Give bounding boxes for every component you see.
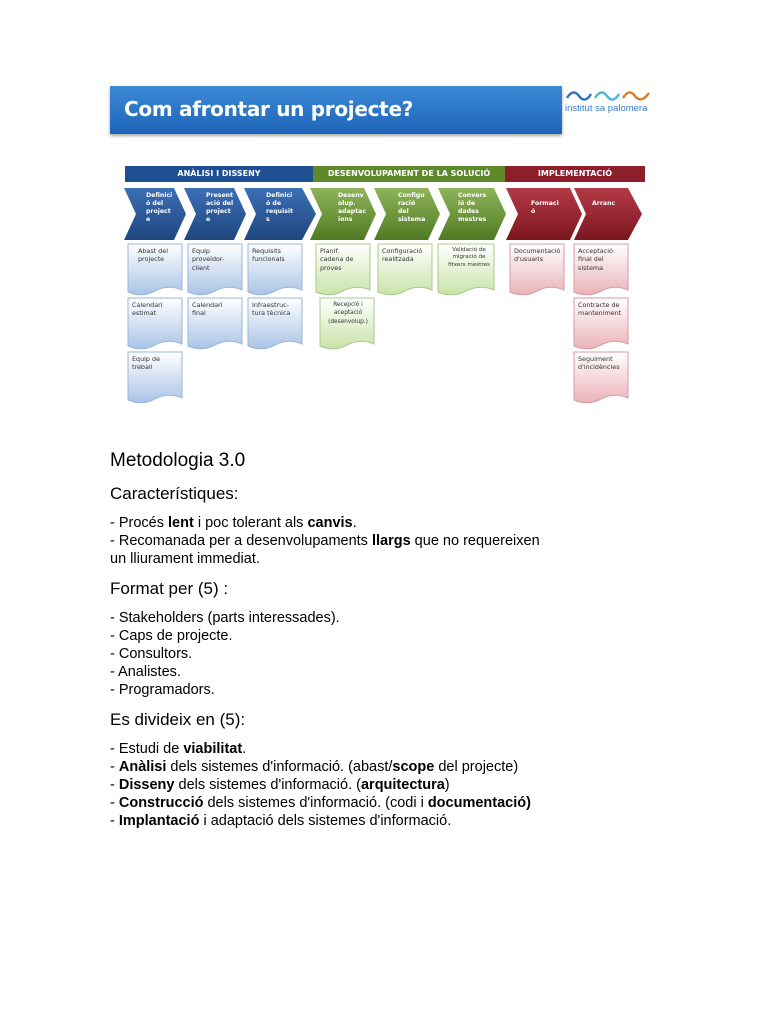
characteristics-line: un lliurament immediat. (110, 551, 260, 567)
chevron-label: Configu ració del sistema (398, 192, 426, 223)
chevron-label: Formaci ó (531, 200, 559, 215)
format-item: - Caps de projecte. (110, 628, 233, 644)
diagram-graphics (124, 164, 646, 410)
chevron-label: Definici ó del project e (146, 192, 173, 223)
format-item: - Analistes. (110, 664, 181, 680)
format-heading: Format per (5) : (110, 579, 229, 598)
format-item: - Stakeholders (parts interessades). (110, 610, 340, 626)
format-item: - Consultors. (110, 646, 193, 662)
divides-item: - Anàlisi dels sistemes d'informació. (abast/scope del projecte) (110, 759, 519, 775)
institut-logo (565, 84, 655, 120)
characteristics-line: - Procés lent i poc tolerant als canvis. (110, 515, 357, 531)
phase-development-label: DESENVOLUPAMENT DE LA SOLUCIÓ (327, 169, 491, 178)
doc-label: Calendari final (192, 301, 223, 318)
doc-label: Equip proveïdor-client (192, 247, 225, 272)
banner-title: Com afrontar un projecte? (124, 97, 414, 121)
chevron-label: Desenv olup. adaptac ions (338, 192, 367, 223)
logo-text: institut sa palomera (565, 103, 648, 114)
phase-analysis-label: ANÀLISI I DISSENY (177, 169, 261, 178)
doc-label: Seguiment d'incidències (578, 355, 620, 372)
doc-label: Requisits funcionals (252, 247, 285, 264)
doc-label: Recepció i aceptació (desenvolup.) (328, 302, 368, 325)
characteristics-heading: Característiques: (110, 484, 239, 503)
chevron-label: Present ació del project e (206, 192, 234, 223)
divides-item: - Estudi de viabilitat. (110, 741, 247, 757)
phase-implementation-label: IMPLEMENTACIÓ (537, 169, 613, 178)
divides-item: - Implantació i adaptació dels sistemes d'informació. (110, 813, 452, 829)
doc-label: Documentació d'usuaris (514, 247, 561, 264)
doc-label: Validació de migració de fitxers mestres (448, 247, 490, 268)
chevron-label: Convers ió de dades mestres (458, 192, 487, 223)
title-banner (110, 86, 562, 134)
doc-label: Equip de treball (132, 355, 160, 372)
doc-label: Planif. cadena de proves (320, 247, 354, 272)
format-item: - Programadors. (110, 682, 215, 698)
project-phases-diagram (124, 164, 646, 410)
doc-label: Infraestruc-tura tècnica (252, 301, 291, 318)
doc-label: Acceptació final del sistema (578, 247, 613, 272)
section-title: Metodologia 3.0 (110, 450, 246, 471)
wave-logo-icon (565, 84, 655, 102)
divides-heading: Es divideix en (5): (110, 710, 246, 729)
divides-item: - Construcció dels sistemes d'informació. (codi i documentació) (110, 795, 531, 811)
doc-label: Calendari estimat (132, 301, 163, 318)
doc-label: Contracte de manteniment (578, 301, 622, 318)
doc-label: Configuració realitzada (382, 247, 423, 264)
divides-item: - Disseny dels sistemes d'informació. (arquitectura) (110, 777, 450, 793)
characteristics-line: - Recomanada per a desenvolupaments llargs que no requereixen (110, 533, 540, 549)
chevron-label: Definici ó de requisit s (266, 192, 293, 223)
doc-label: Abast del projecte (138, 247, 168, 264)
chevron-label: Arranc (592, 200, 616, 207)
